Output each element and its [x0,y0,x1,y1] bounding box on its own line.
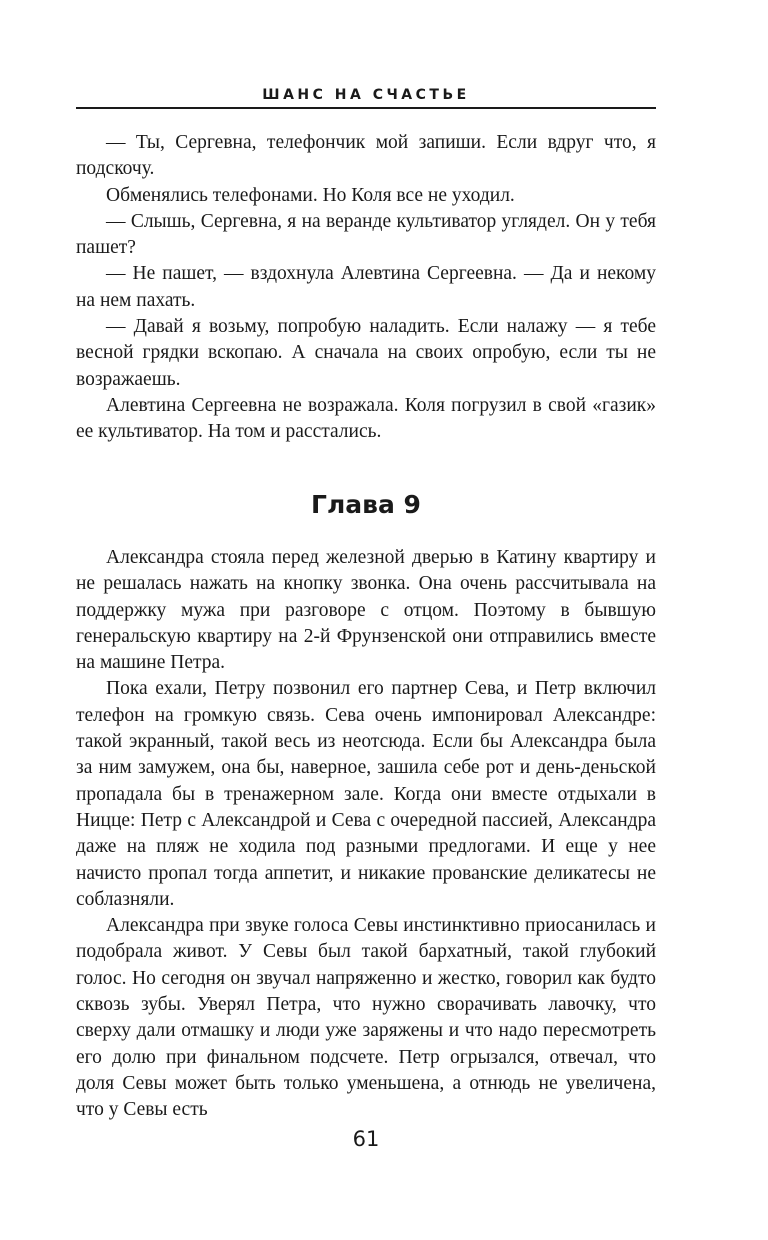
chapter-title: Глава 9 [311,490,421,519]
header-rule [76,107,656,109]
paragraph: — Давай я возьму, попробую наладить. Если налажу — я тебе весной грядки вскопаю. А сначала на своих опробую, если ты не возражаешь. [76,316,656,390]
chapter-text [76,545,656,1124]
paragraph: — Слышь, Сергевна, я на веранде культиватор углядел. Он у тебя пашет? [76,210,656,259]
page-number: 61 [352,1127,380,1151]
paragraph: — Ты, Сергевна, телефончик мой запиши. Если вдруг что, я подскочу. [76,132,656,180]
paragraph: Александра при звуке голоса Севы инстинктивно приосанилась и подобрала живот. У Севы был такой бархатный, такой глубокий голос. Но сегодня он звучал напряженно и жестко, говорил как будто сквозь зубы. Уверял Петра, что нужно сворачивать лавочку, что сверху дали отмашку и люди уже заряжены и что надо пересмотреть его долю при финальном подсчете. Петр огрызался, отвечал, что доля Севы может быть только уменьшена, а отнюдь не увеличена, что у Севы есть [76,915,656,1121]
paragraph: Александра стояла перед железной дверью в Катину квартиру и не решалась нажать на кнопку звонка. Она очень рассчитывала на поддержку мужа при разговоре с отцом. Поэтому в бывшую генеральскую квартиру на 2-й Фрунзенской они отправились вместе на машине Петра. [76,547,656,674]
paragraph: Пока ехали, Петру позвонил его партнер Сева, и Петр включил телефон на громкую связь. Сева очень импонировал Александре: такой экранный, такой весь из неотсюда. Если бы Александра была за ним замужем, она бы, наверное, зашила себе рот и день-деньской пропадала бы в тренажерном зале. Когда они вместе отдыхали в Ницце: Петр с Александрой и Сева с очередной пассией, Александра даже на пляж не ходила под разными предлогами. И еще у нее начисто пропал тогда аппетит, и никакие прованские деликатесы не соблазняли. [76,678,656,910]
paragraph: Обменялись телефонами. Но Коля все не уходил. [106,184,515,206]
previous-section-text [76,130,656,446]
paragraph: Алевтина Сергеевна не возражала. Коля погрузил в свой «газик» ее культиватор. На том и расстались. [76,394,656,443]
paragraph: — Не пашет, — вздохнула Алевтина Сергеевна. — Да и некому на нем пахать. [76,263,656,311]
running-head-title: ШАНС НА СЧАСТЬЕ [262,87,470,103]
